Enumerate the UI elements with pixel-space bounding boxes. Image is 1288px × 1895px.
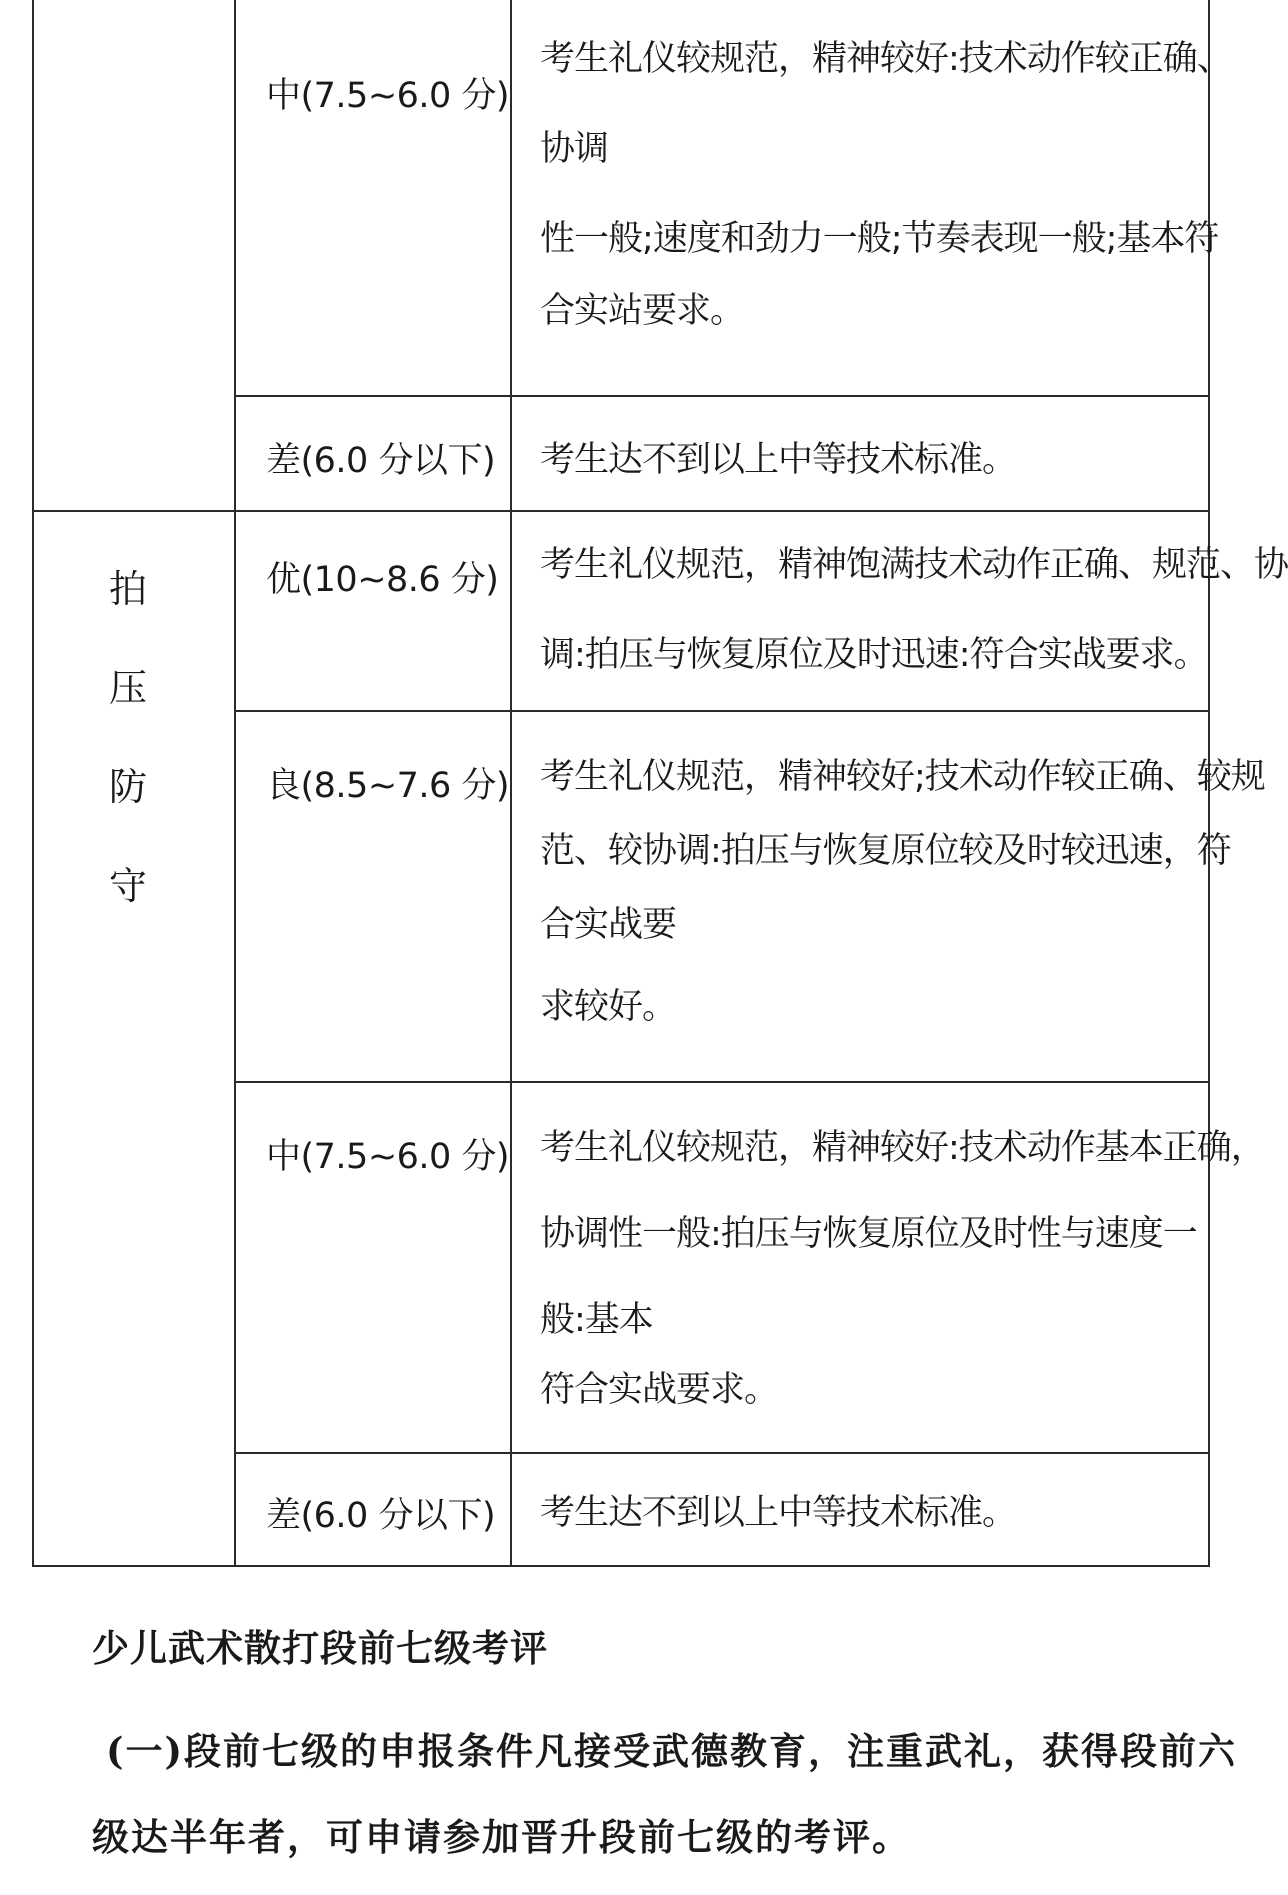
description-line: 求较好。 — [540, 987, 677, 1027]
level-cell — [235, 396, 511, 511]
level-cell — [235, 0, 511, 396]
level-cell — [235, 711, 511, 1082]
description-line: 考生达不到以上中等技术标准。 — [540, 1493, 1017, 1533]
level-label: 差(6.0 分以下) — [266, 1496, 496, 1536]
description-cell — [511, 1453, 1209, 1566]
description-line: 合实战要 — [540, 905, 677, 945]
description-line: 协调 — [540, 129, 609, 169]
section-paragraph — [92, 1708, 1238, 1880]
description-line: 范、较协调:拍压与恢复原位较及时较迅速，符 — [540, 831, 1231, 871]
category-cell-parry-defense — [33, 511, 235, 1566]
table-row — [33, 511, 1209, 711]
level-label: 良(8.5~7.6 分) — [266, 766, 510, 806]
description-line: 考生达不到以上中等技术标准。 — [540, 440, 1017, 480]
category-cell-previous — [33, 0, 235, 511]
description-line: 考生礼仪规范，精神饱满技术动作正确、规范、协 — [540, 545, 1288, 585]
table-row — [33, 0, 1209, 396]
description-line: 符合实战要求。 — [540, 1370, 779, 1410]
description-line: 般:基本 — [540, 1300, 653, 1340]
description-cell — [511, 0, 1231, 396]
level-label: 中(7.5~6.0 分) — [266, 1137, 510, 1177]
description-cell — [511, 511, 1288, 711]
description-line: 性一般;速度和劲力一般;节奏表现一般;基本符 — [540, 219, 1219, 259]
description-cell — [511, 1082, 1265, 1453]
paragraph-line: (一)段前七级的申报条件凡接受武德教育，注重武礼，获得段前六 — [106, 1729, 1238, 1773]
description-cell — [511, 396, 1209, 511]
section-heading: 少儿武术散打段前七级考评 — [92, 1626, 548, 1670]
level-label: 差(6.0 分以下) — [266, 441, 496, 481]
description-line: 协调性一般:拍压与恢复原位及时性与速度一 — [540, 1214, 1197, 1254]
description-line: 考生礼仪规范，精神较好;技术动作较正确、较规 — [540, 757, 1265, 797]
level-label: 优(10~8.6 分) — [266, 560, 499, 600]
level-cell — [235, 511, 511, 711]
description-cell — [511, 711, 1265, 1082]
paragraph-line: 级达半年者，可申请参加晋升段前七级的考评。 — [92, 1815, 911, 1859]
category-label: 拍压防守 — [108, 567, 147, 908]
description-line: 合实站要求。 — [540, 291, 745, 331]
level-cell — [235, 1082, 511, 1453]
description-line: 考生礼仪较规范，精神较好:技术动作较正确、 — [540, 39, 1231, 79]
grading-table — [32, 0, 1288, 1567]
level-cell — [235, 1453, 511, 1566]
description-line: 考生礼仪较规范，精神较好:技术动作基本正确， — [540, 1128, 1265, 1168]
level-label: 中(7.5~6.0 分) — [266, 76, 510, 116]
description-line: 调:拍压与恢复原位及时迅速:符合实战要求。 — [540, 635, 1208, 675]
